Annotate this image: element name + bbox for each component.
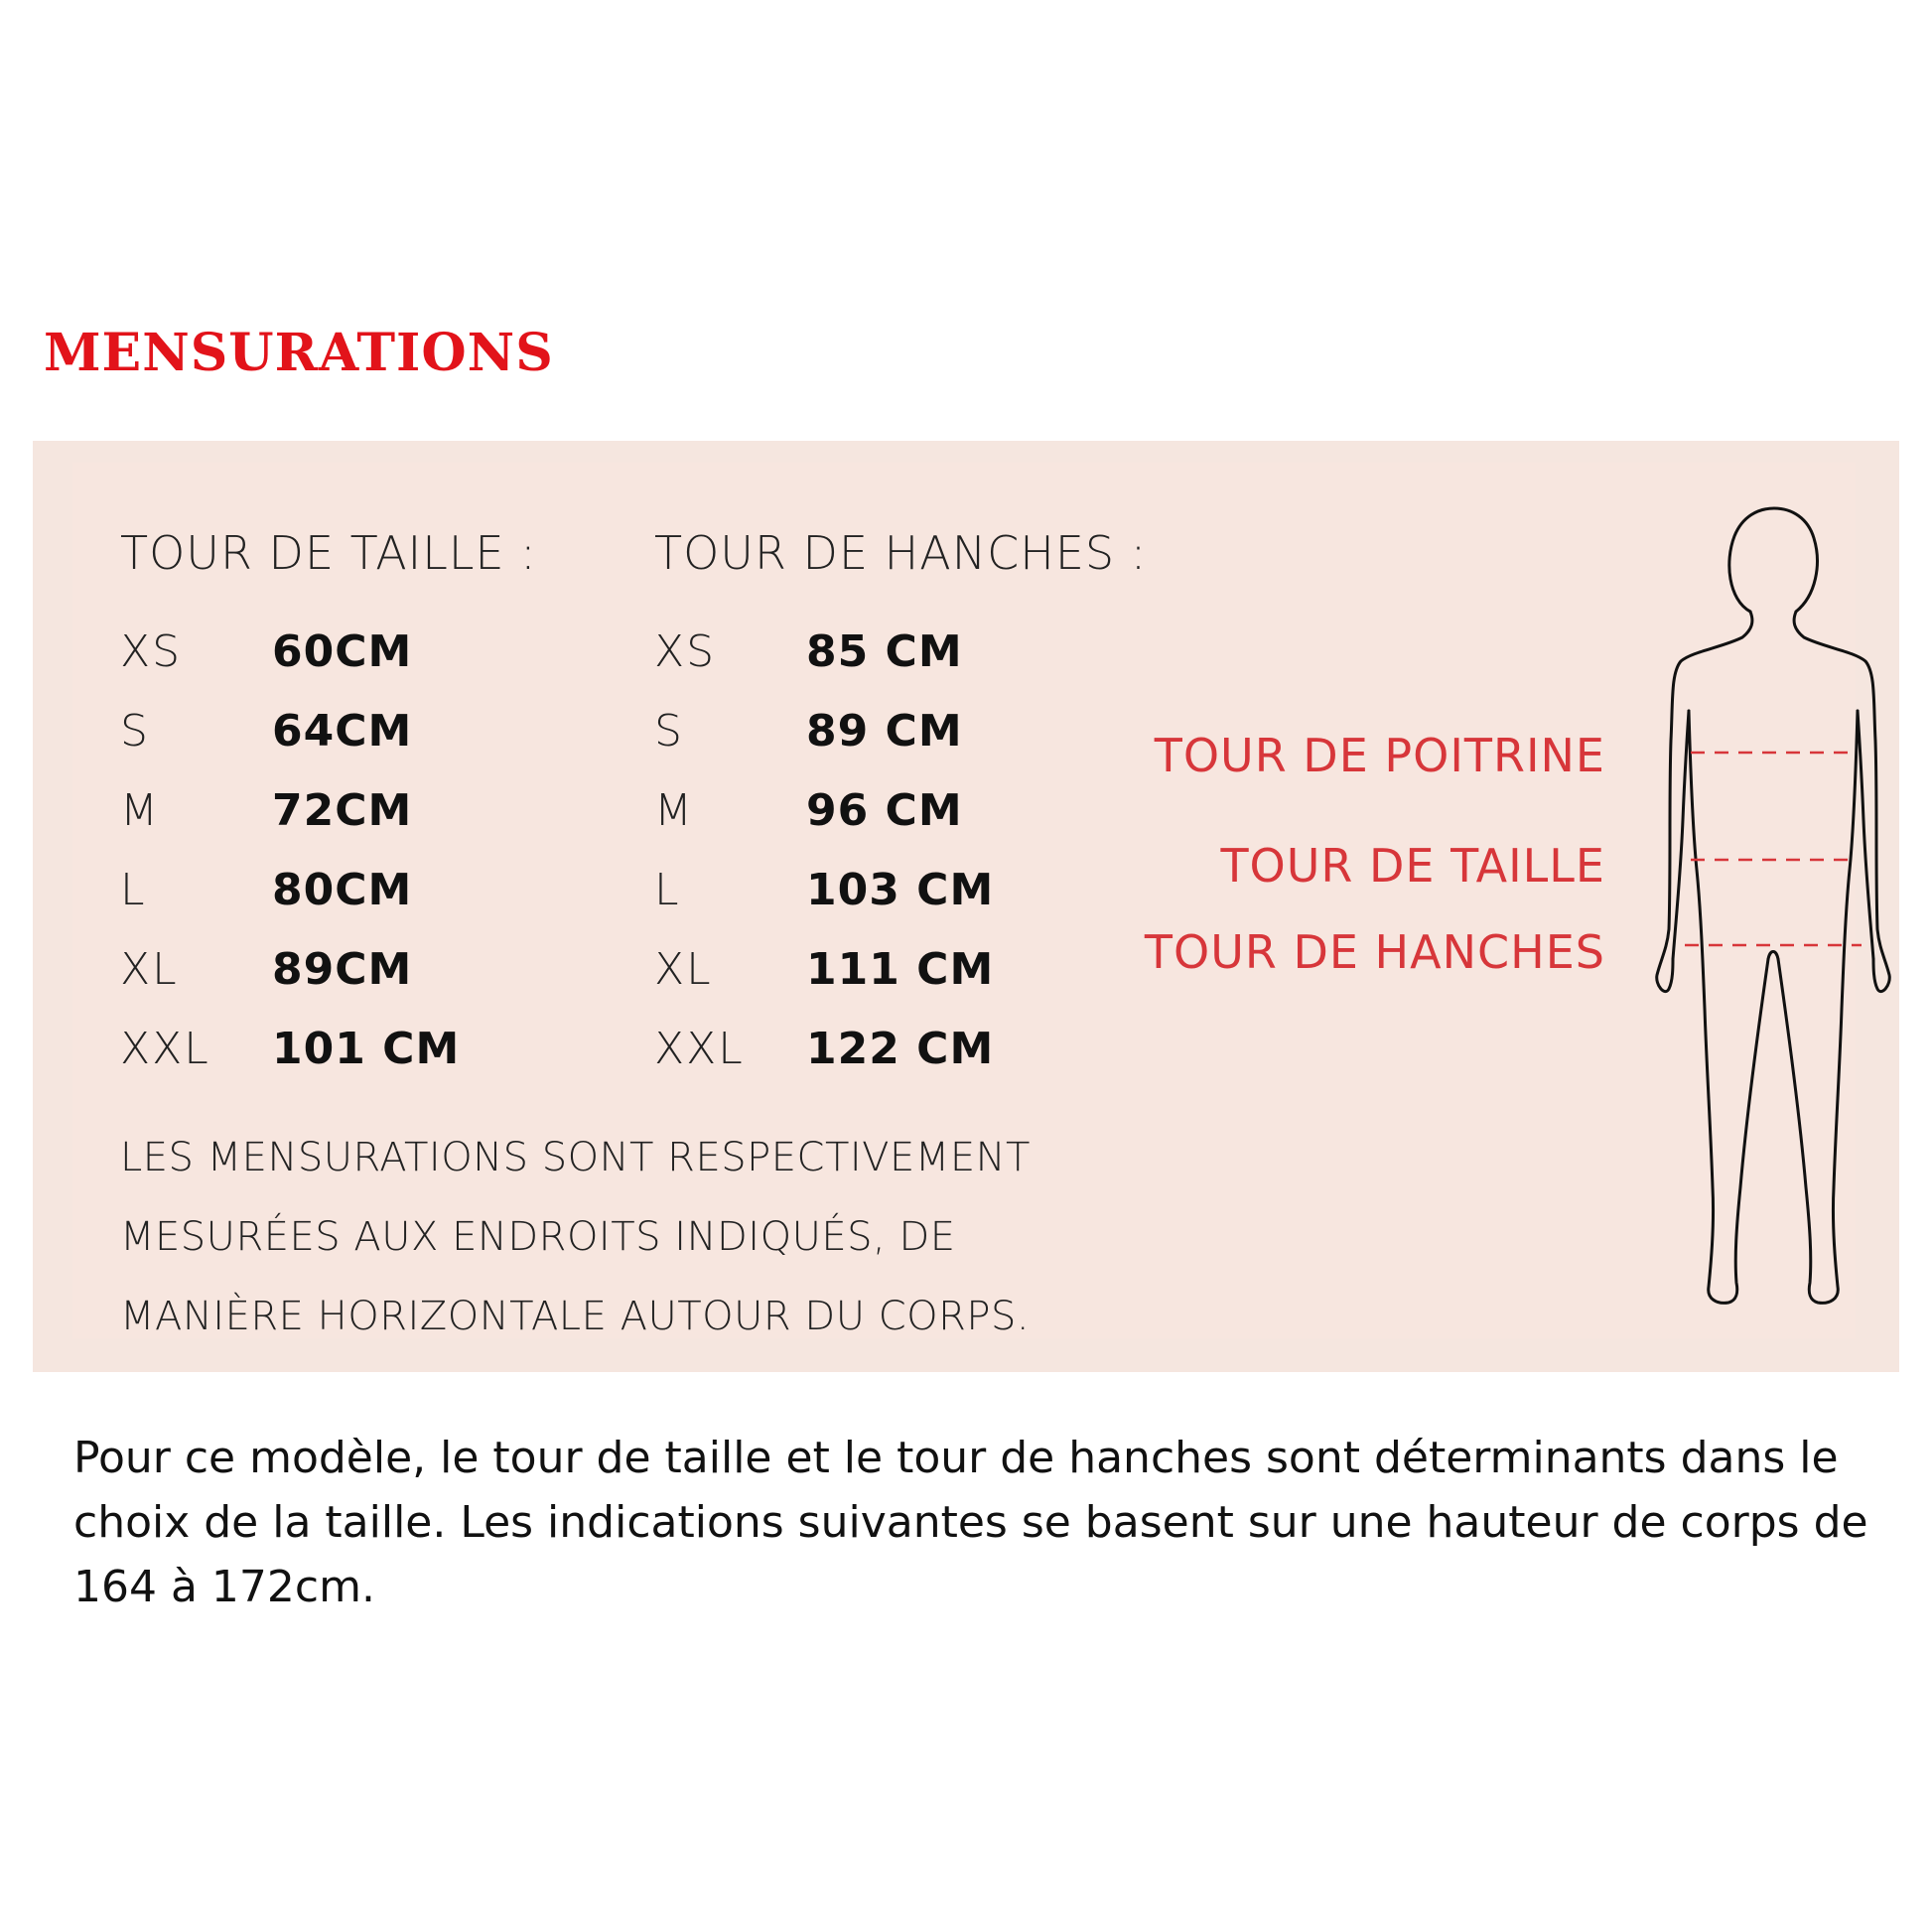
waist-value: 72CM [272, 784, 413, 836]
description-text: Pour ce modèle, le tour de taille et le tour de hanches sont déterminants dans le choix de la taille. Les indications suivantes se basent sur une hauteur de corps de 164 à 172cm. [73, 1433, 1868, 1612]
note-line: LES MENSURATIONS SONT RESPECTIVEMENT [120, 1135, 1031, 1180]
size-label: XS [120, 625, 183, 677]
hips-row [654, 929, 1147, 1009]
waist-column [120, 526, 537, 1088]
hips-row [654, 850, 1147, 929]
measurement-note [120, 1118, 1031, 1356]
note-line: MANIÈRE HORIZONTALE AUTOUR DU CORPS. [120, 1294, 1031, 1339]
size-label: XXL [654, 1023, 745, 1074]
size-label: S [120, 705, 150, 757]
hips-value: 85 CM [806, 625, 963, 677]
size-label: XS [654, 625, 717, 677]
body-silhouette-icon [1651, 492, 1899, 1316]
measurements-panel [33, 441, 1899, 1372]
size-label: M [120, 784, 160, 836]
hips-heading: TOUR DE HANCHES : [654, 526, 1148, 580]
waist-value: 64CM [272, 705, 413, 757]
hips-value: 111 CM [806, 943, 995, 995]
waist-row [120, 691, 537, 770]
hips-row [654, 770, 1147, 850]
waist-value: 101 CM [272, 1023, 461, 1074]
hips-row [654, 1009, 1147, 1088]
hips-value: 103 CM [806, 864, 995, 915]
legend-hips: TOUR DE HANCHES [1144, 925, 1605, 979]
legend-chest: TOUR DE POITRINE [1154, 729, 1605, 782]
size-label: XL [120, 943, 179, 995]
waist-heading: TOUR DE TAILLE : [120, 526, 537, 580]
note-line: MESURÉES AUX ENDROITS INDIQUÉS, DE [120, 1214, 956, 1260]
size-label: L [654, 864, 681, 915]
hips-column [654, 526, 1148, 1088]
waist-row [120, 770, 537, 850]
waist-row [120, 1009, 537, 1088]
size-label: S [654, 705, 684, 757]
waist-value: 89CM [272, 943, 413, 995]
waist-row [120, 612, 537, 691]
hips-row [654, 691, 1147, 770]
legend-waist: TOUR DE TAILLE [1220, 839, 1605, 893]
measurements-panel-inner [72, 463, 1856, 1338]
waist-row [120, 850, 537, 929]
size-label: L [120, 864, 147, 915]
page-title: MENSURATIONS [44, 323, 554, 383]
hips-value: 122 CM [806, 1023, 995, 1074]
hips-row [654, 612, 1147, 691]
waist-value: 80CM [272, 864, 413, 915]
size-label: XXL [120, 1023, 210, 1074]
hips-value: 89 CM [806, 705, 963, 757]
waist-row [120, 929, 537, 1009]
size-label: M [654, 784, 694, 836]
size-label: XL [654, 943, 713, 995]
waist-value: 60CM [272, 625, 413, 677]
hips-value: 96 CM [806, 784, 963, 836]
